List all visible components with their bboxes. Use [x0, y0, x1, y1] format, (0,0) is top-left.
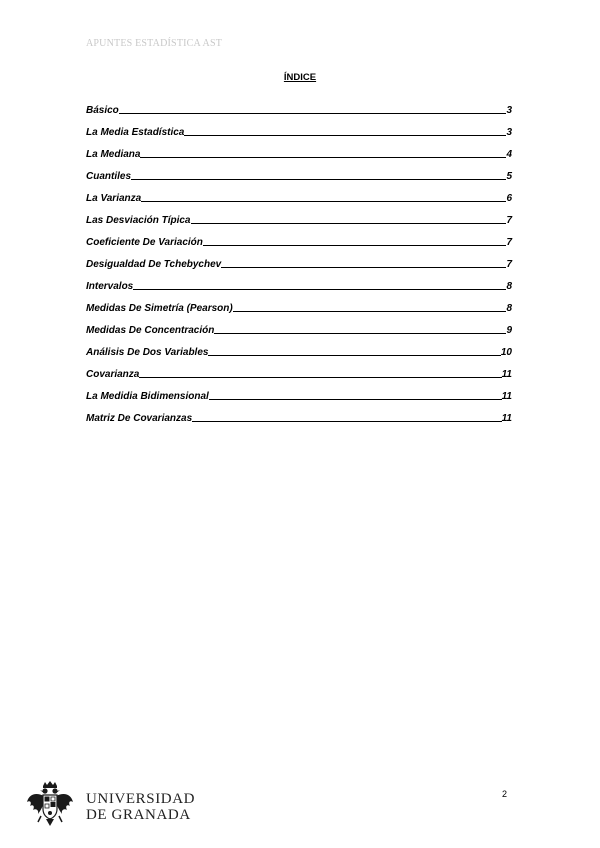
- toc-entry-label: Desigualdad De Tchebychev: [86, 259, 222, 270]
- university-name: [86, 791, 195, 823]
- toc-entry[interactable]: [86, 116, 512, 138]
- toc-entry-page: 11: [501, 413, 512, 424]
- toc-entry-label: Covarianza: [86, 369, 140, 380]
- running-header: APUNTES ESTADÍSTICA AST: [86, 38, 223, 49]
- university-logo: [24, 778, 204, 830]
- toc-leader-line: [139, 376, 501, 378]
- toc-leader-line: [208, 354, 500, 356]
- toc-entry-page: 7: [506, 259, 512, 270]
- toc-entry-page: 8: [506, 303, 512, 314]
- toc-entry-label: Básico: [86, 105, 119, 116]
- toc-entry-label: Intervalos: [86, 281, 134, 292]
- toc-entry-page: 7: [506, 215, 512, 226]
- toc-entry-label: Medidas De Simetría (Pearson): [86, 303, 233, 314]
- toc-entry-page: 11: [501, 391, 512, 402]
- toc-entry-label: Las Desviación Típica: [86, 215, 191, 226]
- toc-entry[interactable]: [86, 160, 512, 182]
- toc-entry[interactable]: [86, 402, 512, 424]
- toc-entry-label: La Medidia Bidimensional: [86, 391, 209, 402]
- toc-entry-page: 11: [501, 369, 512, 380]
- toc-entry-label: La Media Estadística: [86, 127, 185, 138]
- toc-entry-label: Cuantiles: [86, 171, 132, 182]
- table-of-contents: [86, 94, 512, 424]
- toc-entry[interactable]: [86, 292, 512, 314]
- toc-entry-label: Análisis De Dos Variables: [86, 347, 209, 358]
- toc-leader-line: [184, 134, 506, 136]
- toc-leader-line: [203, 244, 507, 246]
- toc-entry[interactable]: [86, 94, 512, 116]
- toc-entry[interactable]: [86, 182, 512, 204]
- page-number: 2: [502, 789, 508, 799]
- toc-entry[interactable]: [86, 358, 512, 380]
- toc-entry-label: Coeficiente De Variación: [86, 237, 203, 248]
- university-crest-icon: [24, 778, 76, 830]
- toc-leader-line: [133, 288, 506, 290]
- toc-entry[interactable]: [86, 270, 512, 292]
- toc-entry-page: 4: [506, 149, 512, 160]
- toc-leader-line: [191, 222, 507, 224]
- toc-entry-page: 9: [506, 325, 512, 336]
- toc-entry-label: Matriz De Covarianzas: [86, 413, 193, 424]
- university-name-line2: DE GRANADA: [86, 807, 191, 823]
- toc-entry-page: 5: [506, 171, 512, 182]
- toc-entry-page: 3: [506, 105, 512, 116]
- toc-entry[interactable]: [86, 248, 512, 270]
- toc-leader-line: [131, 178, 506, 180]
- toc-leader-line: [141, 200, 506, 202]
- toc-leader-line: [233, 310, 507, 312]
- toc-entry-page: 7: [506, 237, 512, 248]
- toc-leader-line: [192, 420, 501, 422]
- toc-entry-page: 8: [506, 281, 512, 292]
- toc-entry-label: La Mediana: [86, 149, 141, 160]
- toc-leader-line: [140, 156, 506, 158]
- toc-entry[interactable]: [86, 380, 512, 402]
- toc-entry-page: 3: [506, 127, 512, 138]
- toc-leader-line: [209, 398, 502, 400]
- toc-leader-line: [214, 332, 506, 334]
- toc-leader-line: [119, 112, 507, 114]
- toc-title: ÍNDICE: [283, 72, 317, 83]
- university-name-line1: UNIVERSIDAD: [86, 791, 196, 807]
- toc-entry-label: La Varianza: [86, 193, 142, 204]
- toc-leader-line: [221, 266, 506, 268]
- toc-entry[interactable]: [86, 138, 512, 160]
- toc-entry[interactable]: [86, 336, 512, 358]
- toc-entry[interactable]: [86, 204, 512, 226]
- toc-entry-page: 10: [500, 347, 512, 358]
- toc-entry-label: Medidas De Concentración: [86, 325, 215, 336]
- toc-entry[interactable]: [86, 226, 512, 248]
- toc-entry-page: 6: [506, 193, 512, 204]
- toc-entry[interactable]: [86, 314, 512, 336]
